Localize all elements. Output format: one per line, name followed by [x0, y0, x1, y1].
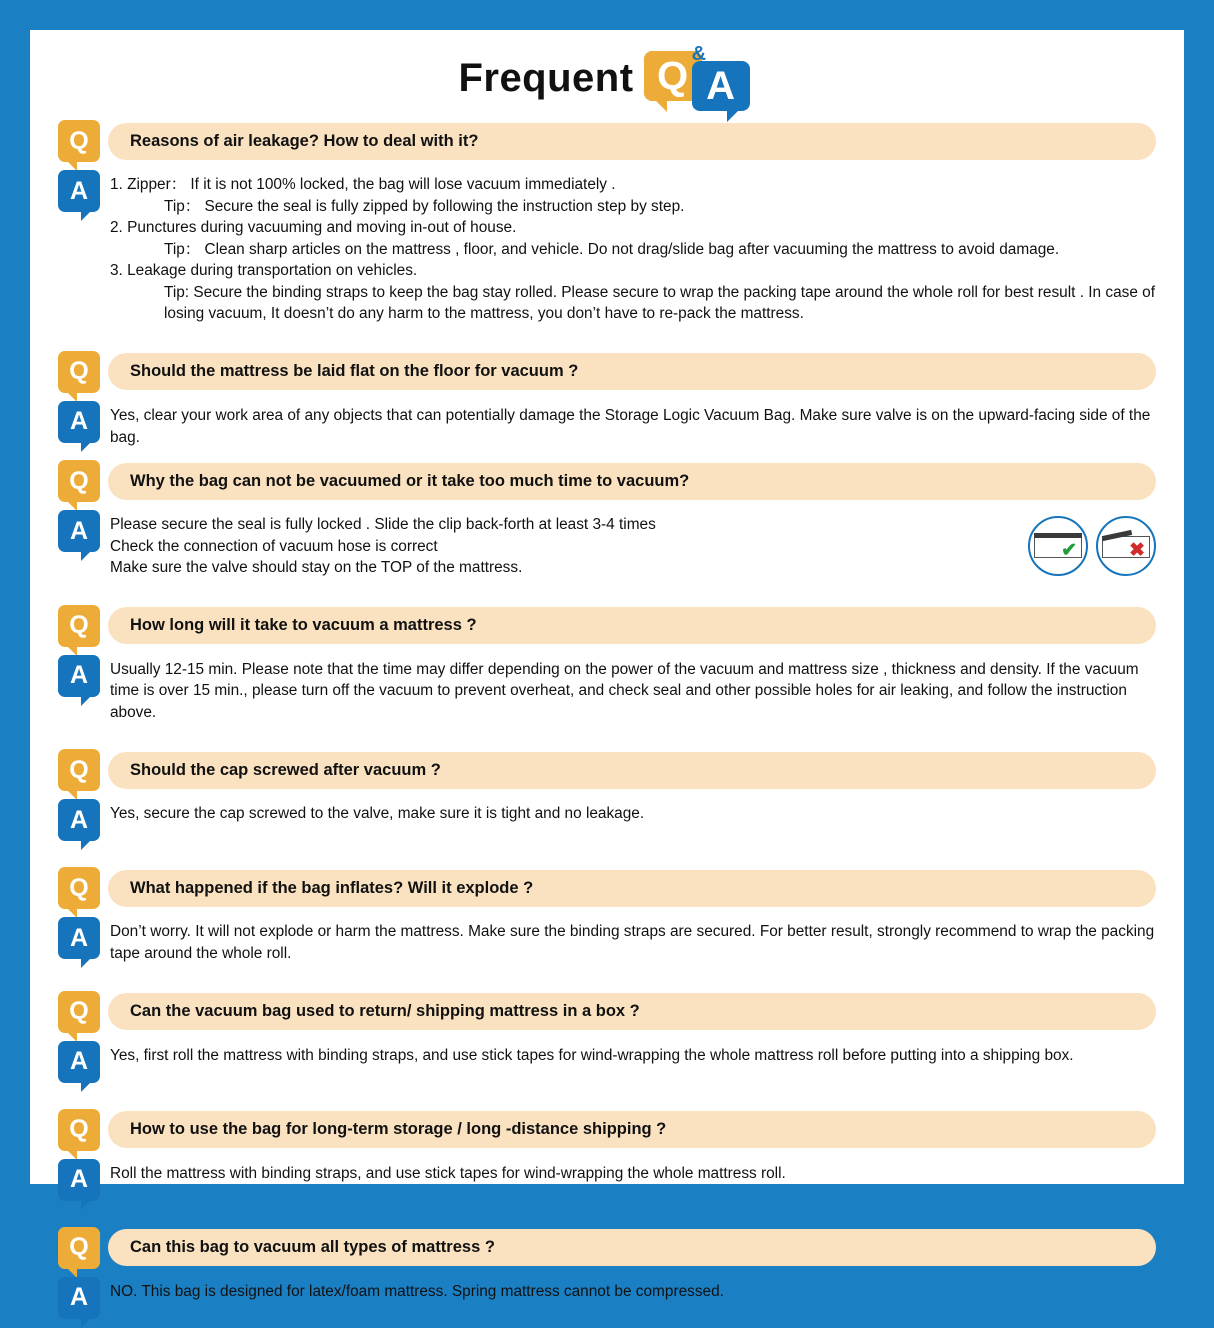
section-spacer — [58, 965, 1156, 979]
list-item — [110, 174, 1156, 217]
question-badge-icon — [58, 1227, 100, 1269]
answer-badge-icon — [58, 917, 100, 959]
faq-question-row — [58, 351, 1156, 393]
check-icon: ✔ — [1061, 540, 1077, 562]
logo-question-letter: Q — [657, 53, 689, 98]
faq-question-row — [58, 867, 1156, 909]
question-badge-letter: Q — [69, 1115, 89, 1144]
faq-answer-text: Usually 12-15 min. Please note that the time may differ depending on the power of the vacuum and mattress size , thickness and density. If the vacuum time is over 15 min., please turn off the vacuum to prevent overheat, and check seal and other possible holes for air leaking, and follow the instruction above. — [110, 660, 1139, 721]
list-item — [110, 217, 1156, 260]
qa-logo — [644, 45, 756, 111]
faq-question-row — [58, 120, 1156, 162]
section-spacer — [58, 841, 1156, 855]
faq-answer-row — [58, 510, 1156, 579]
faq-answer-row — [58, 1159, 1156, 1201]
logo-answer-bubble — [692, 61, 750, 111]
faq-question-text: What happened if the bag inflates? Will it explode ? — [108, 870, 1156, 907]
question-badge-letter: Q — [69, 611, 89, 640]
cross-icon: ✖ — [1129, 540, 1145, 562]
answer-lines — [110, 514, 656, 579]
faq-question-text: Reasons of air leakage? How to deal with it? — [108, 123, 1156, 160]
logo-ampersand: & — [691, 43, 707, 65]
question-badge-icon — [58, 460, 100, 502]
answer-badge-letter: A — [69, 176, 89, 205]
answer-line: Please secure the seal is fully locked . Slide the clip back-forth at least 3-4 times — [110, 516, 656, 534]
faq-question-row — [58, 1109, 1156, 1151]
faq-question-row — [58, 605, 1156, 647]
faq-answer-row — [58, 1277, 1156, 1319]
section-spacer — [58, 723, 1156, 737]
question-badge-letter: Q — [69, 755, 89, 784]
faq-answer-row — [58, 1041, 1156, 1083]
faq-list — [30, 120, 1184, 1319]
faq-answer-row — [58, 917, 1156, 964]
answer-badge-icon — [58, 1041, 100, 1083]
faq-answer-row — [58, 655, 1156, 724]
faq-answer-text — [110, 510, 1156, 579]
answer-badge-icon — [58, 1277, 100, 1319]
faq-answer-row — [58, 401, 1156, 448]
answer-line: Check the connection of vacuum hose is correct — [110, 537, 438, 555]
answer-badge-icon — [58, 799, 100, 841]
answer-badge-letter: A — [69, 661, 89, 690]
answer-tip-line: Tip： Secure the seal is fully zipped by following the instruction step by step. — [164, 197, 685, 215]
faq-question-row — [58, 460, 1156, 502]
seal-illustration-pair — [1028, 514, 1156, 576]
answer-tip-line: Tip: Secure the binding straps to keep the bag stay rolled. Please secure to wrap the packing tape around the whole roll for best result . In case of losing vacuum, It doesn’t do any harm to the mattress, you don’t have to re-pack the mattress. — [164, 283, 1155, 323]
answer-numbered-list — [110, 174, 1156, 325]
faq-answer-text — [110, 170, 1156, 325]
question-badge-icon — [58, 605, 100, 647]
logo-answer-letter: A — [706, 63, 735, 108]
question-badge-letter: Q — [69, 873, 89, 902]
answer-badge-letter: A — [69, 923, 89, 952]
answer-badge-icon — [58, 510, 100, 552]
question-badge-icon — [58, 991, 100, 1033]
section-spacer — [58, 1083, 1156, 1097]
faq-answer-text: NO. This bag is designed for latex/foam mattress. Spring mattress cannot be compressed. — [110, 1282, 724, 1300]
answer-line: 1. Zipper： If it is not 100% locked, the bag will lose vacuum immediately . — [110, 176, 616, 193]
question-badge-letter: Q — [69, 357, 89, 386]
faq-question-row — [58, 1227, 1156, 1269]
faq-answer-text: Yes, clear your work area of any objects that can potentially damage the Storage Logic Vacuum Bag. Make sure valve is on the upward-facing side of the bag. — [110, 406, 1151, 446]
question-badge-icon — [58, 120, 100, 162]
list-item — [110, 260, 1156, 325]
question-badge-icon — [58, 867, 100, 909]
faq-question-row — [58, 749, 1156, 791]
answer-badge-letter: A — [69, 407, 89, 436]
answer-badge-letter: A — [69, 1283, 89, 1312]
answer-badge-letter: A — [69, 1165, 89, 1194]
faq-answer-row — [58, 170, 1156, 325]
faq-question-row — [58, 991, 1156, 1033]
faq-question-text: Should the mattress be laid flat on the floor for vacuum ? — [108, 353, 1156, 390]
incorrect-seal-icon — [1096, 516, 1156, 576]
correct-seal-icon — [1028, 516, 1088, 576]
answer-badge-icon — [58, 401, 100, 443]
page-title: Frequent — [458, 55, 634, 100]
answer-with-icons — [110, 514, 1156, 579]
answer-line: 3. Leakage during transportation on vehicles. — [110, 262, 418, 280]
question-badge-letter: Q — [69, 997, 89, 1026]
faq-answer-text: Don’t worry. It will not explode or harm the mattress. Make sure the binding straps are secured. For better result, strongly recommend to wrap the packing tape around the whole roll. — [110, 923, 1155, 962]
section-spacer — [58, 325, 1156, 339]
faq-question-text: How long will it take to vacuum a mattress ? — [108, 607, 1156, 644]
answer-badge-icon — [58, 655, 100, 697]
faq-answer-text: Roll the mattress with binding straps, and use stick tapes for wind-wrapping the whole mattress roll. — [110, 1164, 786, 1182]
faq-question-text: Can this bag to vacuum all types of mattress ? — [108, 1229, 1156, 1266]
answer-badge-letter: A — [69, 1047, 89, 1076]
faq-question-text: Why the bag can not be vacuumed or it take too much time to vacuum? — [108, 463, 1156, 500]
answer-line: Make sure the valve should stay on the TOP of the mattress. — [110, 559, 523, 577]
answer-tip-line: Tip： Clean sharp articles on the mattress , floor, and vehicle. Do not drag/slide bag after vacuuming the mattress to avoid damage. — [164, 240, 1060, 258]
answer-badge-icon — [58, 170, 100, 212]
answer-badge-icon — [58, 1159, 100, 1201]
answer-badge-letter: A — [69, 516, 89, 545]
faq-answer-text: Yes, secure the cap screwed to the valve, make sure it is tight and no leakage. — [110, 805, 645, 823]
section-spacer — [58, 1201, 1156, 1215]
question-badge-letter: Q — [69, 1233, 89, 1262]
answer-badge-letter: A — [69, 805, 89, 834]
question-badge-icon — [58, 1109, 100, 1151]
faq-answer-text: Yes, first roll the mattress with binding straps, and use stick tapes for wind-wrapping the whole mattress roll before putting into a shipping box. — [110, 1046, 1074, 1064]
question-badge-icon — [58, 749, 100, 791]
question-badge-icon — [58, 351, 100, 393]
section-spacer — [58, 579, 1156, 593]
page-header — [30, 30, 1184, 108]
question-badge-letter: Q — [69, 126, 89, 155]
faq-question-text: Can the vacuum bag used to return/ shipping mattress in a box ? — [108, 993, 1156, 1030]
faq-question-text: Should the cap screwed after vacuum ? — [108, 752, 1156, 789]
faq-question-text: How to use the bag for long-term storage / long -distance shipping ? — [108, 1111, 1156, 1148]
answer-line: 2. Punctures during vacuuming and moving in-out of house. — [110, 219, 517, 237]
faq-answer-row — [58, 799, 1156, 841]
question-badge-letter: Q — [69, 466, 89, 495]
faq-page — [30, 30, 1184, 1312]
